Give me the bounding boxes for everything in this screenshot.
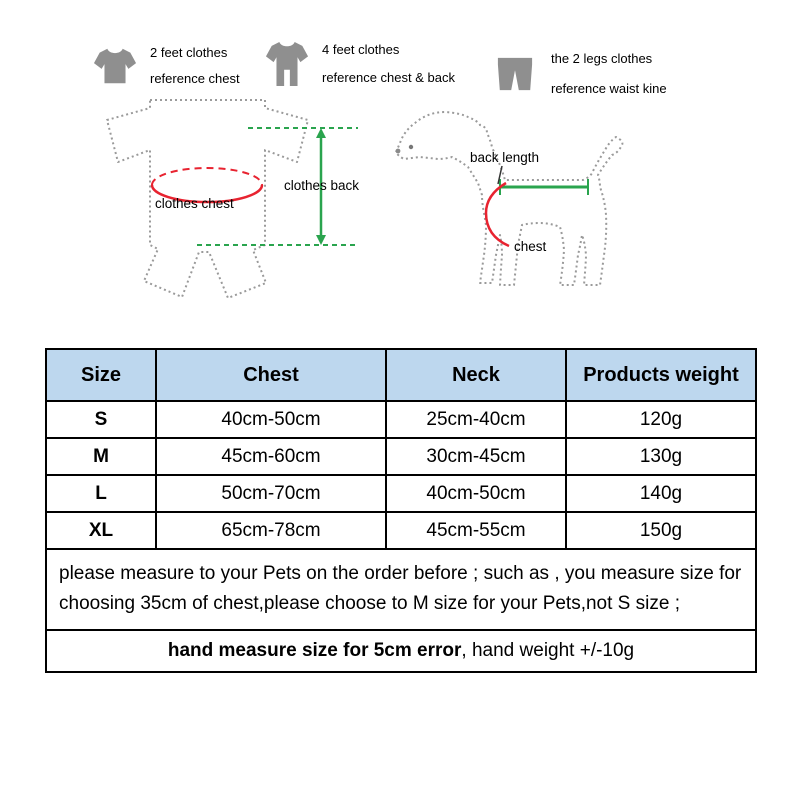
chest-l: 50cm-70cm [156,475,386,512]
dog-outline [396,112,622,285]
arrow-up-head [316,128,326,138]
legend-item-2-feet [93,40,240,92]
legend-2-legs-line1: the 2 legs clothes [551,51,653,66]
size-s: S [46,401,156,438]
weight-l: 140g [566,475,756,512]
legend-2-feet-line1: 2 feet clothes [150,45,228,60]
header-size: Size [46,349,156,401]
dog-eye [409,145,413,149]
size-table-header-row [46,349,756,401]
weight-s: 120g [566,401,756,438]
table-footer-row [46,630,756,672]
legend-2-feet-line2: reference chest [150,71,240,86]
header-chest: Chest [156,349,386,401]
chest-xl: 65cm-78cm [156,512,386,549]
garment-chest-ellipse-top [152,168,262,185]
chest-m: 45cm-60cm [156,438,386,475]
weight-m: 130g [566,438,756,475]
table-row-s [46,401,756,438]
clothes-chest-label: clothes chest [155,196,234,211]
weight-xl: 150g [566,512,756,549]
size-table [45,348,757,673]
legend-4-feet-line1: 4 feet clothes [322,42,400,57]
neck-s: 25cm-40cm [386,401,566,438]
neck-m: 30cm-45cm [386,438,566,475]
two-feet-clothes-icon [93,44,137,88]
measurement-diagram [0,95,800,345]
size-l: L [46,475,156,512]
dog-nose [396,149,401,154]
measure-note: please measure to your Pets on the order before ; such as , you measure size for choosing 35cm of chest,please choose to M size for your Pets,not S size ; [46,549,756,630]
legend-item-4-feet [265,36,455,92]
table-note-row [46,549,756,630]
table-row-l [46,475,756,512]
chest-label: chest [514,239,547,254]
size-xl: XL [46,512,156,549]
back-length-label: back length [470,150,540,165]
four-feet-clothes-icon [265,38,309,90]
arrow-down-head [316,235,326,245]
table-row-xl [46,512,756,549]
clothes-back-label: clothes back [284,178,360,193]
legend-2-legs-line2: reference waist kine [551,81,667,96]
dog-chest-curve [486,183,509,246]
error-note [46,630,756,672]
legend-4-feet-line2: reference chest & back [322,70,455,85]
error-note-bold: hand measure size for 5cm error [167,639,462,661]
table-row-m [46,438,756,475]
error-note-rest: , hand weight +/-10g [461,639,635,661]
chest-s: 40cm-50cm [156,401,386,438]
header-weight: Products weight [566,349,756,401]
two-legs-clothes-icon [492,55,538,93]
neck-xl: 45cm-55cm [386,512,566,549]
neck-l: 40cm-50cm [386,475,566,512]
header-neck: Neck [386,349,566,401]
size-m: M [46,438,156,475]
